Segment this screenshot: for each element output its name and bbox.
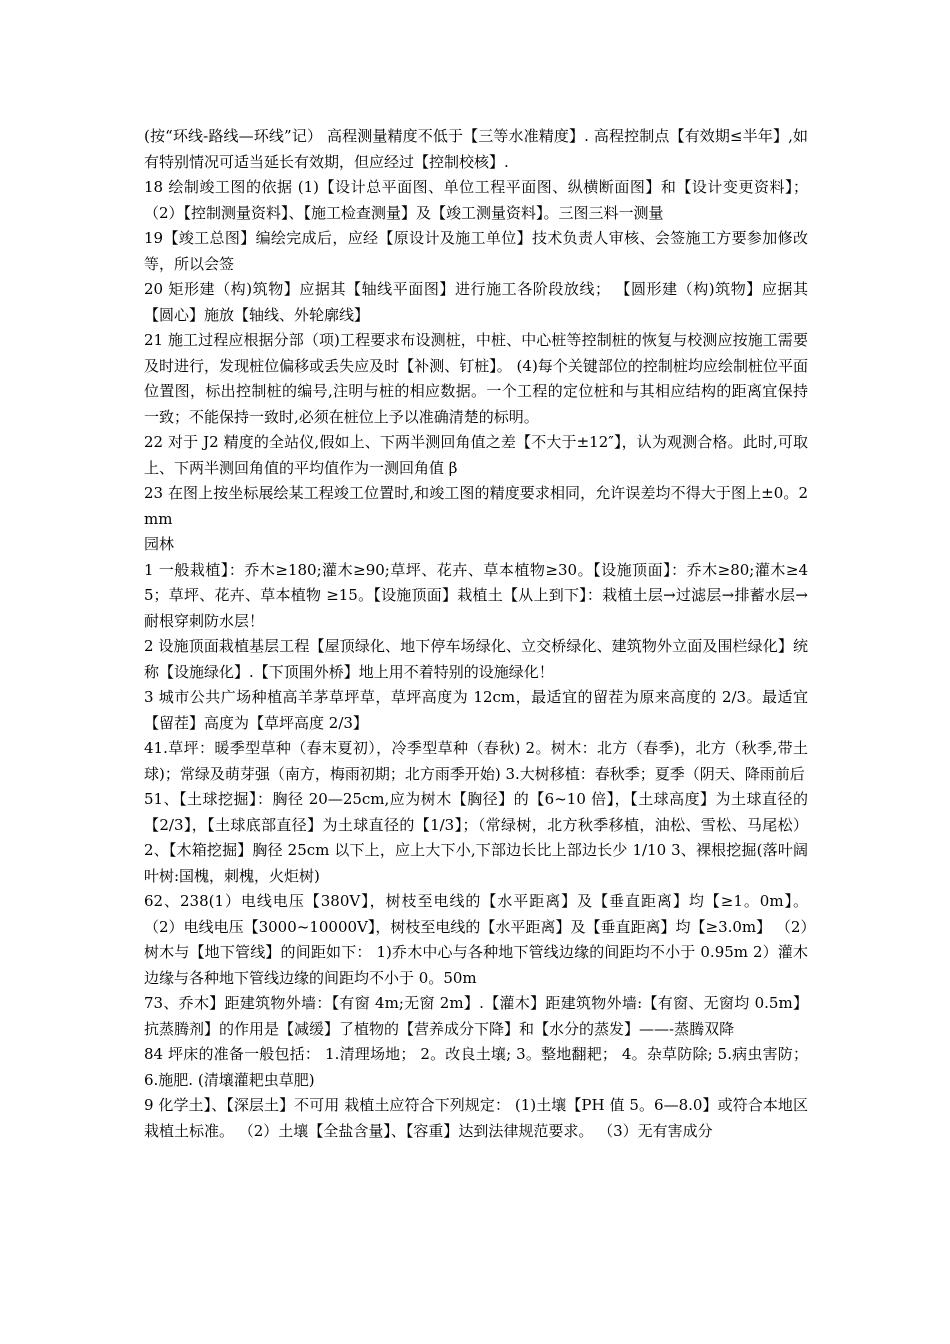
paragraph-item-18: 18 绘制竣工图的依据 (1)【设计总平面图、单位工程平面图、纵横断面图】和【设计变更资料】；（2）【控制测量资料】、【施工检查测量】及【竣工测量资料】。三图三料一测量 <box>144 178 808 222</box>
paragraph-garden-2: 2 设施顶面栽植基层工程【屋顶绿化、地下停车场绿化、立交桥绿化、建筑物外立面及围栏绿化】统称【设施绿化】.【下顶围外桥】地上用不着特别的设施绿化！ <box>144 637 808 681</box>
paragraph-garden-8: 84 坪床的准备一般包括： 1.清理场地； 2。改良土壤; 3。整地翻耙； 4。杂草防除; 5.病虫害防； 6.施肥. (清壤灌耙虫草肥) <box>144 1045 808 1089</box>
paragraph-item-20: 20 矩形建（构)筑物】应据其【轴线平面图】进行施工各阶段放线； 【圆形建（构)筑物】应据其【圆心】施放【轴线、外轮廓线】 <box>144 280 808 324</box>
paragraph-item-23: 23 在图上按坐标展绘某工程竣工位置时,和竣工图的精度要求相同，允许误差均不得大于图上±0。2mm <box>144 484 808 528</box>
paragraph-garden-7: 73、乔木】距建筑物外墙：【有窗 4m;无窗 2m】.【灌木】距建筑物外墙:【有窗、无窗均 0.5m】抗蒸腾剂】的作用是【减缓】了植物的【营养成分下降】和【水分的蒸发】——-蒸腾双降 <box>144 994 808 1038</box>
paragraph-item-21: 21 施工过程应根据分部（项)工程要求布设测桩，中桩、中心桩等控制桩的恢复与校测应按施工需要及时进行，发现桩位偏移或丢失应及时【补测、钉桩】。 (4)每个关键部位的控制桩均应绘制桩位平面位置图，标出控制桩的编号,注明与桩的相应数据。一个工程的定位桩和与其相应结构的距离宜保持一致；不能保持一致时,必须在桩位上予以准确清楚的标明。 <box>144 331 808 426</box>
paragraph-garden-3: 3 城市公共广场种植高羊茅草坪草，草坪高度为 12cm，最适宜的留茬为原来高度的 2/3。最适宜【留茬】高度为【草坪高度 2/3】 <box>144 688 808 732</box>
paragraph-garden-4: 41.草坪：暖季型草种（春末夏初），冷季型草种（春秋) 2。树木：北方（春季)，北方（秋季,带土球)；常绿及萌芽强（南方，梅雨初期；北方雨季开始) 3.大树移植：春秋季；夏季（阴天、降雨前后 <box>144 739 808 783</box>
paragraph-garden-9: 9 化学土】、【深层土】不可用 栽植土应符合下列规定： (1)土壤【PH 值 5。6—8.0】或符合本地区栽植土标准。 （2）土壤【全盐含量】、【容重】达到法律规范要求。 （3）无有害成分 <box>144 1096 808 1140</box>
paragraph-garden-5: 51、【土球挖掘】：胸径 20—25cm,应为树木【胸径】的【6~10 倍】，【土球高度】为土球直径的【2/3】，【土球底部直径】为土球直径的【1/3】；（常绿树，北方秋季移植，油松、雪松、马尾松） 2、【木箱挖掘】胸径 25cm 以下上，应上大下小,下部边长比上部边长少 1/10 3、裸根挖掘(落叶阔叶树:国槐，刺槐，火炬树) <box>144 790 808 885</box>
paragraph-garden-1: 1 一般栽植】：乔木≥180;灌木≥90;草坪、花卉、草本植物≥30。【设施顶面】：乔木≥80;灌木≥45；草坪、花卉、草本植物 ≥15。【设施顶面】栽植土【从上到下】：栽植土层→过滤层→排蓄水层→耐根穿刺防水层！ <box>144 560 808 630</box>
paragraph-garden-6: 62、238(1）电线电压【380V】，树枝至电线的【水平距离】及【垂直距离】均【≥1。0m】。 （2）电线电压【3000~10000V】，树枝至电线的【水平距离】及【垂直距离】均【≥3.0m】 （2）树木与【地下管线】的间距如下： 1)乔木中心与各种地下管线边缘的间距均不小于 0.95m 2）灌木边缘与各种地下管线边缘的间距均不小于 0。50m <box>144 892 808 987</box>
paragraph-item-19: 19【竣工总图】编绘完成后，应经【原设计及施工单位】技术负责人审核、会签施工方要参加修改等，所以会签 <box>144 229 808 273</box>
paragraph-item-22: 22 对于 J2 精度的全站仪,假如上、下两半测回角值之差【不大于±12″】，认为观测合格。此时,可取上、下两半测回角值的平均值作为一测回角值 β <box>144 433 808 477</box>
document-body <box>144 124 808 1144</box>
section-heading-garden: 园林 <box>144 535 175 553</box>
paragraph-survey-precision: (按“环线-路线—环线”记） 高程测量精度不低于【三等水准精度】. 高程控制点【有效期≤半年】,如有特别情况可适当延长有效期，但应经过【控制校核】. <box>144 127 808 171</box>
